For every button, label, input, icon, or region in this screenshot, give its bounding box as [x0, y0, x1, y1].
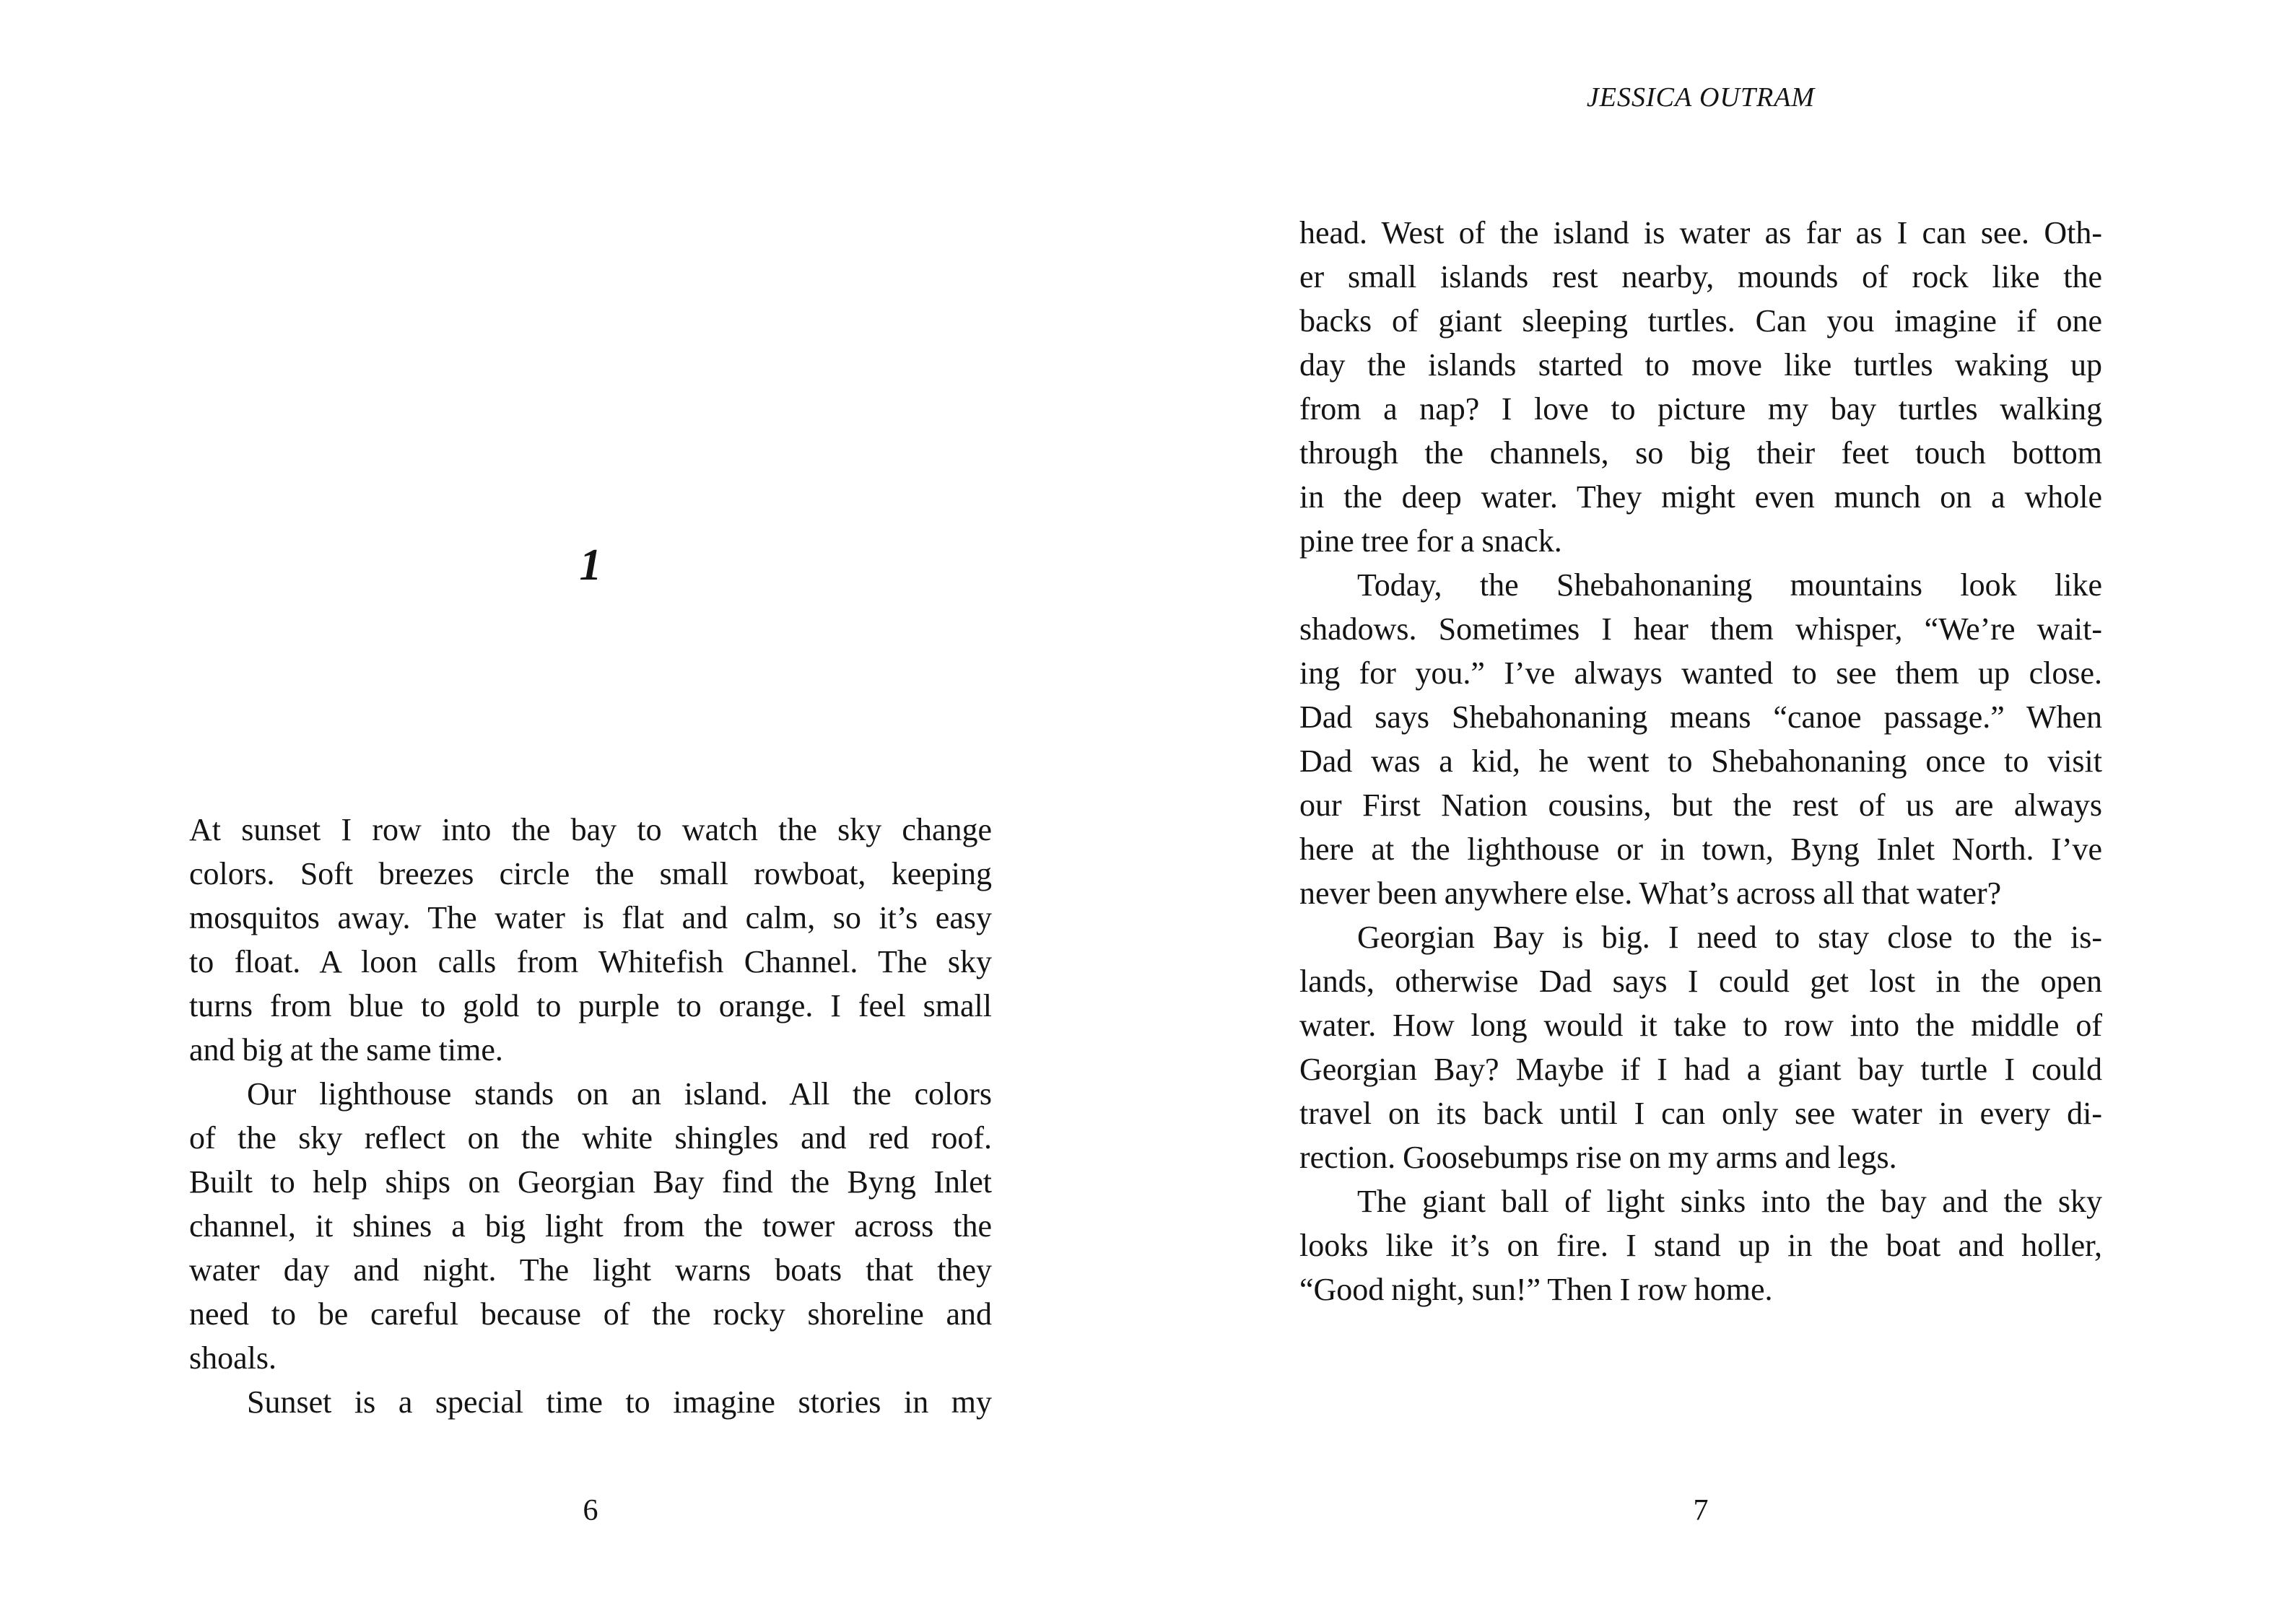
- text-line: Dad was a kid, he went to Shebahonaning once to visit: [1299, 743, 2102, 779]
- text-line: shoals.: [189, 1340, 276, 1376]
- left-page-number: 6: [583, 1494, 598, 1527]
- text-line: and big at the same time.: [189, 1032, 503, 1068]
- text-line: Today, the Shebahonaning mountains look like: [1357, 567, 2102, 603]
- text-line: our First Nation cousins, but the rest of us are always: [1299, 787, 2102, 823]
- text-line: water day and night. The light warns boats that they: [189, 1252, 992, 1288]
- text-line: Georgian Bay is big. I need to stay close to the is-: [1357, 920, 2102, 955]
- text-line: mosquitos away. The water is flat and calm, so it’s easy: [189, 900, 992, 935]
- text-line: in the deep water. They might even munch on a whole: [1299, 479, 2102, 515]
- running-header: JESSICA OUTRAM: [1586, 82, 1816, 113]
- text-line: through the channels, so big their feet touch bottom: [1299, 435, 2102, 471]
- right-page-number: 7: [1693, 1494, 1709, 1527]
- text-line: backs of giant sleeping turtles. Can you imagine if one: [1299, 303, 2102, 339]
- text-line: Our lighthouse stands on an island. All the colors: [247, 1076, 992, 1112]
- text-line: to float. A loon calls from Whitefish Channel. The sky: [189, 944, 992, 979]
- text-line: The giant ball of light sinks into the bay and the sky: [1357, 1184, 2102, 1219]
- text-line: never been anywhere else. What’s across all that water?: [1299, 876, 2002, 911]
- text-line: At sunset I row into the bay to watch the sky change: [189, 812, 992, 847]
- text-line: water. How long would it take to row into the middle of: [1299, 1008, 2102, 1043]
- text-line: looks like it’s on fire. I stand up in the boat and holler,: [1299, 1228, 2102, 1263]
- text-line: day the islands started to move like turtles waking up: [1299, 347, 2102, 383]
- text-line: shadows. Sometimes I hear them whisper, “We’re wait-: [1299, 611, 2102, 647]
- text-line: Dad says Shebahonaning means “canoe passage.” When: [1299, 699, 2102, 735]
- text-line: of the sky reflect on the white shingles and red roof.: [189, 1120, 992, 1156]
- text-line: colors. Soft breezes circle the small rowboat, keeping: [189, 856, 992, 891]
- text-line: pine tree for a snack.: [1299, 523, 1562, 559]
- left-page: [189, 0, 992, 1624]
- text-line: from a nap? I love to picture my bay turtles walking: [1299, 391, 2102, 427]
- text-line: lands, otherwise Dad says I could get lost in the open: [1299, 964, 2102, 999]
- text-line: “Good night, sun!” Then I row home.: [1299, 1272, 1773, 1307]
- text-line: rection. Goosebumps rise on my arms and legs.: [1299, 1140, 1897, 1175]
- text-line: ing for you.” I’ve always wanted to see them up close.: [1299, 655, 2102, 691]
- text-line: er small islands rest nearby, mounds of rock like the: [1299, 259, 2102, 294]
- text-line: need to be careful because of the rocky shoreline and: [189, 1296, 992, 1332]
- text-line: turns from blue to gold to purple to orange. I feel small: [189, 988, 992, 1023]
- left-page-text: [189, 808, 992, 1424]
- text-line: here at the lighthouse or in town, Byng Inlet North. I’ve: [1299, 831, 2102, 867]
- chapter-number: 1: [579, 541, 602, 590]
- text-line: Built to help ships on Georgian Bay find the Byng Inlet: [189, 1164, 992, 1200]
- right-page-text: [1299, 211, 2102, 1311]
- right-page: [1299, 0, 2102, 1624]
- text-line: travel on its back until I can only see water in every di-: [1299, 1096, 2102, 1131]
- text-line: head. West of the island is water as far as I can see. Oth-: [1299, 215, 2102, 250]
- text-line: Sunset is a special time to imagine stories in my: [247, 1384, 992, 1420]
- text-line: channel, it shines a big light from the tower across the: [189, 1208, 992, 1244]
- text-line: Georgian Bay? Maybe if I had a giant bay turtle I could: [1299, 1052, 2102, 1087]
